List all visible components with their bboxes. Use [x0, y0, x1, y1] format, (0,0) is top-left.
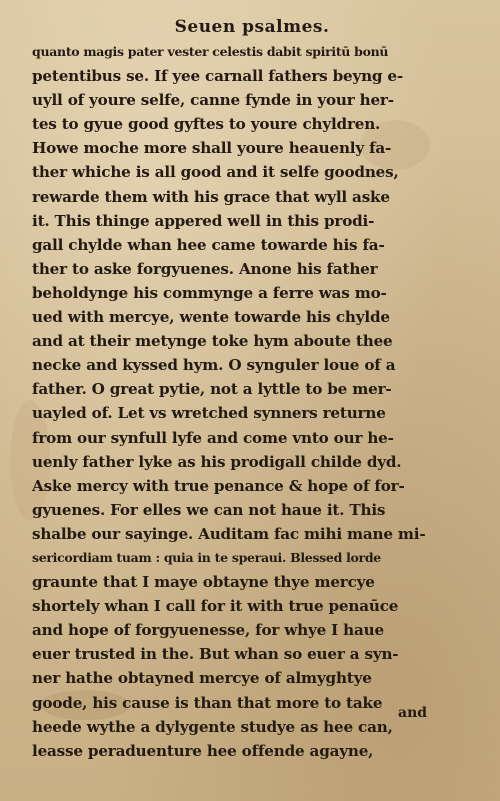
text-line: father. O great pytie, not a lyttle to be mer-	[32, 380, 392, 399]
text-block	[32, 14, 442, 763]
body-text	[32, 40, 442, 763]
text-line: Howe moche more shall youre heauenly fa-	[32, 139, 392, 158]
text-line: uenly father lyke as his prodigall childe dyd.	[32, 452, 402, 471]
text-line: it. This thinge appered well in this prodi-	[32, 211, 375, 230]
text-line: goode, his cause is than that more to take	[32, 693, 383, 712]
text-line: sericordiam tuam : quia in te speraui. Blessed lorde	[32, 549, 381, 565]
text-line: tes to gyue good gyftes to youre chyldren.	[32, 115, 381, 134]
text-line: ner hathe obtayned mercye of almyghtye	[32, 669, 372, 688]
text-line: uyll of youre selfe, canne fynde in your her-	[32, 91, 394, 110]
text-line: rewarde them with his grace that wyll aske	[32, 187, 390, 206]
text-line: graunte that I maye obtayne thye mercye	[32, 573, 375, 592]
text-line: heede wythe a dylygente studye as hee can,	[32, 717, 393, 736]
text-line: from our synfull lyfe and come vnto our he-	[32, 428, 394, 447]
text-line: quanto magis pater vester celestis dabit spiritū bonū	[32, 44, 389, 59]
text-line: shortely whan I call for it with true penaūce	[32, 597, 399, 616]
catchword: and	[398, 705, 428, 721]
text-line: leasse peraduenture hee offende agayne,	[32, 741, 374, 760]
text-line: and hope of forgyuenesse, for whye I haue	[32, 621, 384, 640]
running-head: Seuen psalmes.	[174, 17, 330, 37]
text-line: petentibus se. If yee carnall fathers beyng e-	[32, 67, 403, 86]
text-line: uayled of. Let vs wretched synners returne	[32, 404, 386, 423]
text-line: gall chylde whan hee came towarde his fa-	[32, 235, 385, 254]
text-line: and at their metynge toke hym aboute thee	[32, 332, 393, 351]
text-line: shalbe our sayinge. Auditam fac mihi mane mi-	[32, 524, 426, 543]
text-line: ther to aske forgyuenes. Anone his father	[32, 259, 378, 278]
text-line: ued with mercye, wente towarde his chylde	[32, 308, 390, 327]
text-line: beholdynge his commynge a ferre was mo-	[32, 283, 387, 302]
text-line: gyuenes. For elles we can not haue it. This	[32, 500, 386, 519]
text-line: ther whiche is all good and it selfe goodnes,	[32, 163, 399, 182]
text-line: necke and kyssed hym. O synguler loue of a	[32, 356, 396, 375]
text-line: euer trusted in the. But whan so euer a syn-	[32, 645, 399, 664]
text-line: Aske mercy with true penance & hope of for-	[32, 476, 405, 495]
